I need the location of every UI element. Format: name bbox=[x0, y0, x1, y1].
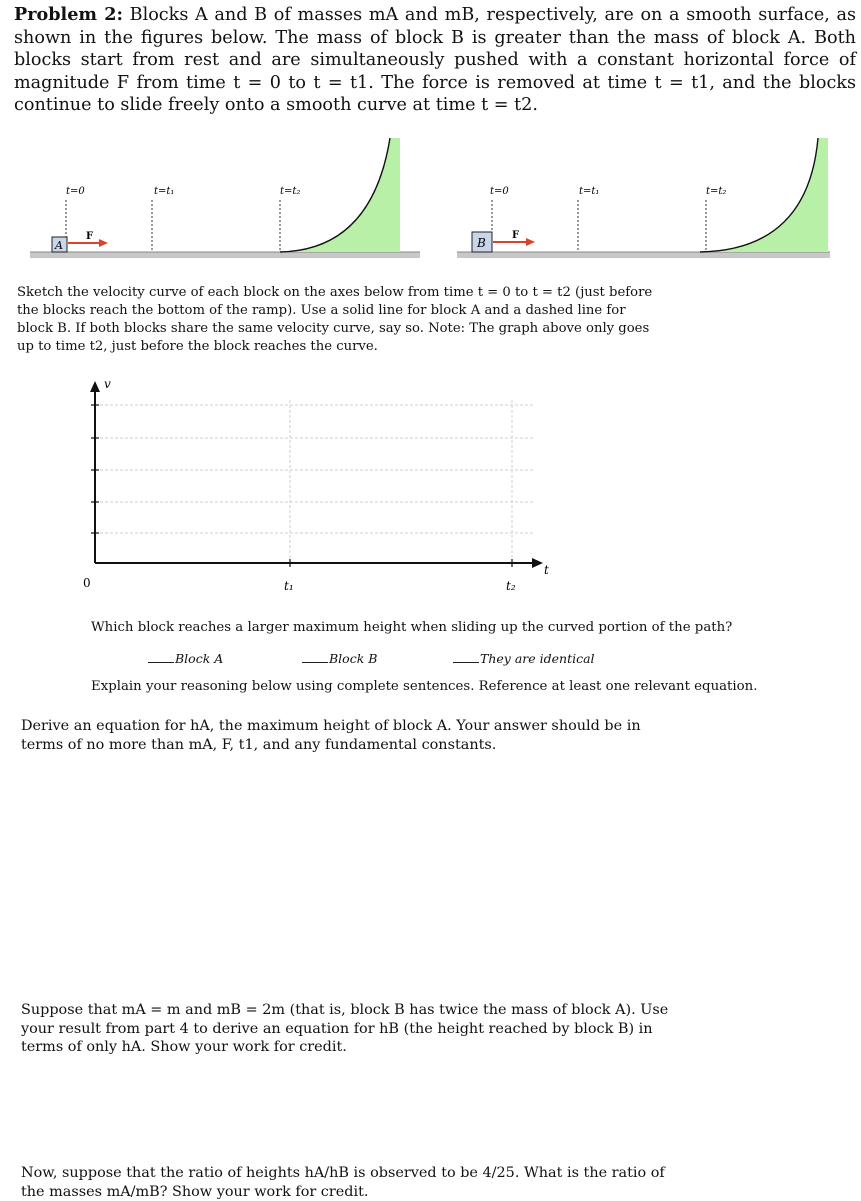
choice-block-b[interactable] bbox=[302, 651, 377, 666]
label-t0-a: t=0 bbox=[66, 186, 85, 197]
origin-label: 0 bbox=[83, 576, 91, 590]
explain-instructions: Explain your reasoning below using complete sentences. Reference at least one relevant equation. bbox=[91, 679, 758, 694]
t-axis-label: t bbox=[544, 563, 549, 577]
problem-text: Blocks A and B of masses mA and mB, respectively, are on a smooth surface, as shown in the figures below. The mass of block B is greater than the mass of block A. Both blocks start from rest and are simultaneously pushed with a constant horizontal force of magnitude F from time t = 0 to t = t1. The force is removed at time t = t1, and the blocks continue to slide freely onto a smooth curve at time t = t2. bbox=[14, 5, 857, 116]
problem-statement bbox=[14, 4, 856, 117]
tick-t1: t₁ bbox=[284, 579, 294, 593]
problem-label: Problem 2: bbox=[14, 4, 123, 25]
label-t1-b: t=t₁ bbox=[579, 186, 600, 197]
choice-identical[interactable] bbox=[453, 651, 595, 666]
force-arrow-a bbox=[99, 239, 108, 247]
ratio-question: Now, suppose that the ratio of heights hA/hB is observed to be 4/25. What is the ratio of the masses mA/mB? Show your work for credit. bbox=[21, 1165, 665, 1200]
block-diagrams bbox=[0, 130, 861, 265]
label-t0-b: t=0 bbox=[490, 186, 509, 197]
force-label-b: F bbox=[512, 230, 520, 241]
label-t1-a: t=t₁ bbox=[154, 186, 175, 197]
t-axis-arrow bbox=[532, 558, 543, 568]
answer-blank[interactable] bbox=[148, 662, 174, 663]
derive-question: Derive an equation for hA, the maximum height of block A. Your answer should be in terms of no more than mA, F, t1, and any fundamental constants. bbox=[21, 718, 641, 753]
tick-t2: t₂ bbox=[506, 579, 516, 593]
label-t2-a: t=t₂ bbox=[280, 186, 301, 197]
answer-blank[interactable] bbox=[302, 662, 328, 663]
force-label-a: F bbox=[86, 231, 94, 242]
force-arrow-b bbox=[526, 238, 535, 246]
v-axis-arrow bbox=[90, 381, 100, 392]
choice-label: They are identical bbox=[480, 651, 595, 666]
block-a-label: A bbox=[55, 239, 63, 252]
sketch-instructions: Sketch the velocity curve of each block on the axes below from time t = 0 to t = t2 (just before the blocks reach the bottom of the ramp). Use a solid line for block A and a dashed line for block B. If both blocks share the same velocity curve, say so. Note: The graph above only goes up to time t2, just before the block reaches the curve. bbox=[17, 285, 653, 354]
choice-label: Block A bbox=[175, 651, 224, 666]
floor-b bbox=[457, 252, 830, 258]
choice-label: Block B bbox=[329, 651, 378, 666]
floor-a bbox=[30, 252, 420, 258]
suppose-question: Suppose that mA = m and mB = 2m (that is, block B has twice the mass of block A). Use your result from part 4 to derive an equation for hB (the height reached by block B) in terms of only hA. Show your work for credit. bbox=[21, 1002, 669, 1056]
block-b-label: B bbox=[477, 236, 486, 250]
answer-blank[interactable] bbox=[453, 662, 479, 663]
height-question: Which block reaches a larger maximum height when sliding up the curved portion of the path? bbox=[91, 620, 733, 635]
choice-block-a[interactable] bbox=[148, 651, 223, 666]
label-t2-b: t=t₂ bbox=[706, 186, 727, 197]
v-axis-label: v bbox=[104, 377, 111, 391]
